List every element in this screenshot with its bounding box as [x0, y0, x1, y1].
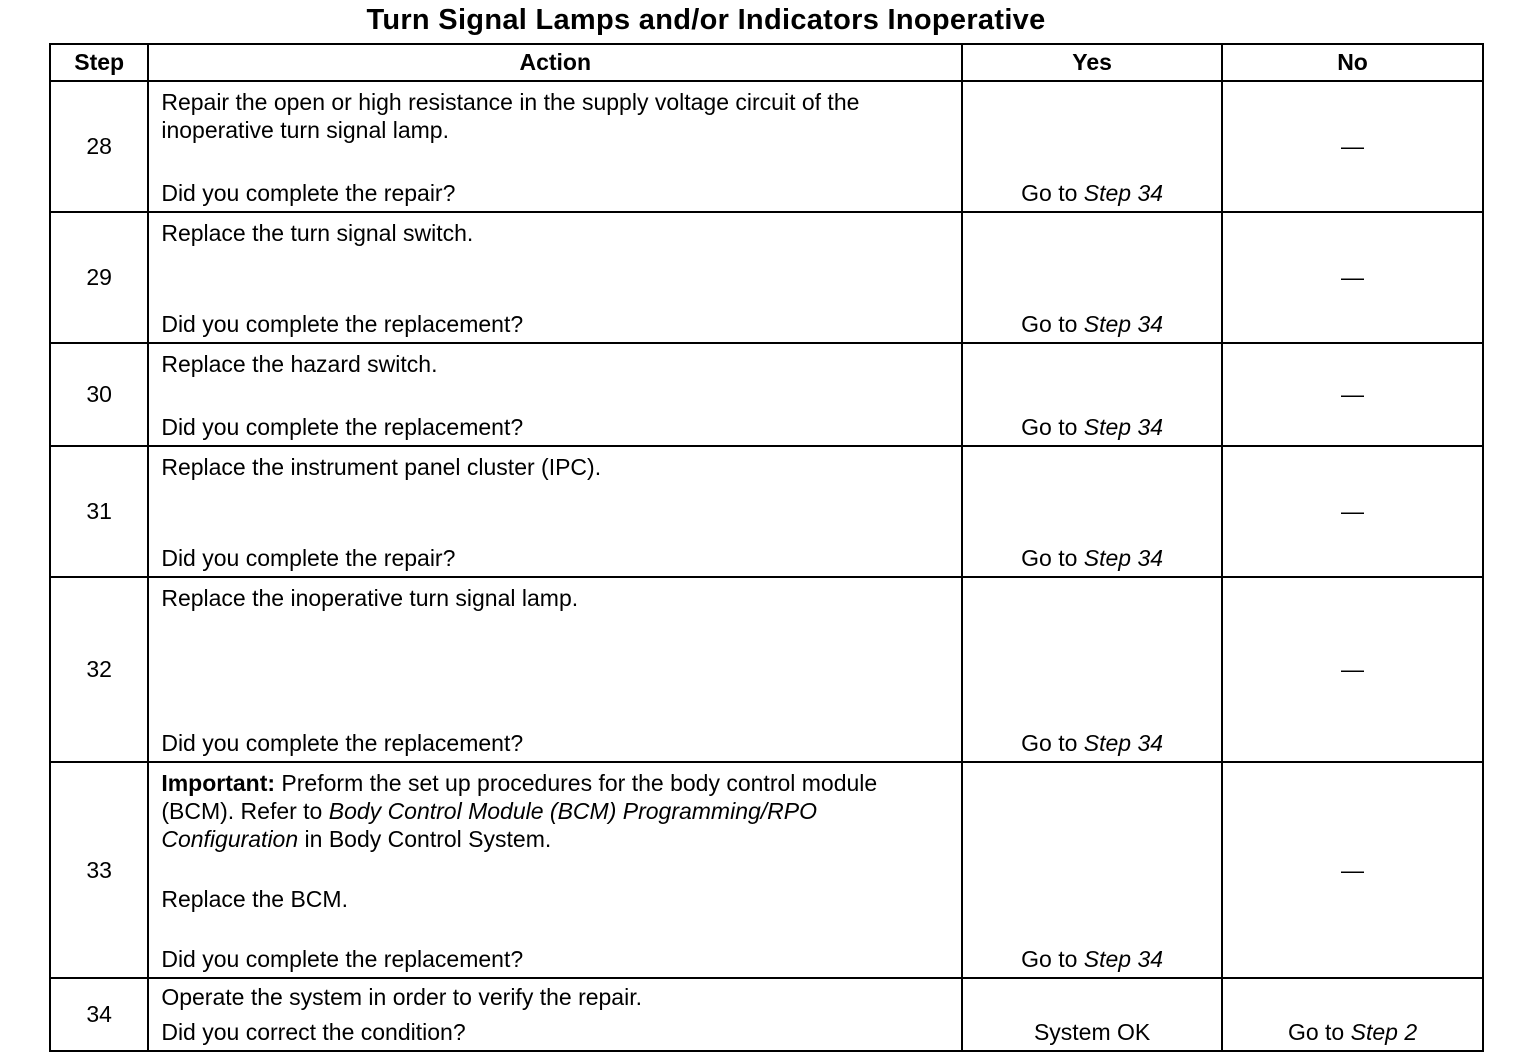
step-number: 30 [50, 343, 148, 446]
no-step-link[interactable]: Step 2 [1350, 1019, 1418, 1045]
action-question: Did you complete the repair? [161, 180, 456, 206]
action-cell [148, 978, 962, 1051]
table-row [50, 81, 1483, 212]
action-cell [148, 212, 962, 343]
no-value: — [1341, 656, 1365, 682]
procedure-table [49, 43, 1484, 1052]
no-cell [1222, 81, 1483, 212]
table-row [50, 212, 1483, 343]
action-question: Did you correct the condition? [161, 1019, 466, 1045]
no-value: — [1341, 381, 1365, 407]
bcm-programming-link[interactable]: Body Control Module (BCM) Programming/RPO Configuration [161, 798, 818, 852]
yes-cell [962, 577, 1222, 762]
table-row [50, 762, 1483, 978]
step-number: 28 [50, 81, 148, 212]
yes-step-link[interactable]: Step 34 [1083, 730, 1164, 756]
important-text: Preform the set up procedures for the body control module (BCM). Refer to [161, 770, 878, 824]
yes-step-link[interactable]: Step 34 [1083, 180, 1164, 206]
action-instruction: Repair the open or high resistance in the supply voltage circuit of the inoperative turn signal lamp. [161, 89, 860, 143]
header-no: No [1222, 44, 1483, 81]
table-row [50, 343, 1483, 446]
yes-step-link[interactable]: Step 34 [1083, 311, 1164, 337]
action-cell [148, 577, 962, 762]
no-value: — [1341, 498, 1365, 524]
table-row [50, 446, 1483, 577]
table-row [50, 978, 1483, 1051]
step-number: 32 [50, 577, 148, 762]
yes-step-link[interactable]: Step 34 [1083, 946, 1164, 972]
no-cell [1222, 762, 1483, 978]
action-instruction: Replace the inoperative turn signal lamp. [161, 585, 579, 611]
header-action: Action [148, 44, 962, 81]
yes-cell [962, 978, 1222, 1051]
yes-cell [962, 343, 1222, 446]
action-question: Did you complete the replacement? [161, 414, 524, 440]
page-title: Turn Signal Lamps and/or Indicators Inoperative [366, 4, 1046, 36]
action-instruction: Replace the BCM. [161, 886, 348, 912]
action-question: Did you complete the replacement? [161, 946, 524, 972]
yes-prefix: Go to [1021, 311, 1084, 337]
action-cell [148, 81, 962, 212]
no-cell [1222, 212, 1483, 343]
table-row [50, 577, 1483, 762]
step-number: 29 [50, 212, 148, 343]
no-cell [1222, 343, 1483, 446]
action-instruction: Replace the hazard switch. [161, 351, 438, 377]
yes-prefix: Go to [1021, 730, 1084, 756]
no-cell [1222, 978, 1483, 1051]
action-question: Did you complete the repair? [161, 545, 456, 571]
action-instruction: Operate the system in order to verify the repair. [161, 984, 642, 1010]
yes-prefix: Go to [1021, 946, 1084, 972]
yes-cell [962, 762, 1222, 978]
no-value: — [1341, 264, 1365, 290]
yes-cell [962, 446, 1222, 577]
yes-prefix: Go to [1021, 414, 1084, 440]
important-text-end: in Body Control System. [298, 826, 552, 852]
yes-cell [962, 81, 1222, 212]
yes-step-link[interactable]: Step 34 [1083, 545, 1164, 571]
table-header-row [50, 44, 1483, 81]
no-value: — [1341, 133, 1365, 159]
yes-prefix: Go to [1021, 180, 1084, 206]
action-cell [148, 762, 962, 978]
step-number: 31 [50, 446, 148, 577]
action-question: Did you complete the replacement? [161, 311, 524, 337]
no-prefix: Go to [1287, 1019, 1351, 1045]
action-question: Did you complete the replacement? [161, 730, 524, 756]
action-instruction: Replace the turn signal switch. [161, 220, 474, 246]
action-cell [148, 446, 962, 577]
header-step: Step [50, 44, 148, 81]
step-number: 33 [50, 762, 148, 978]
header-yes: Yes [962, 44, 1222, 81]
no-value: — [1341, 856, 1365, 883]
yes-prefix: Go to [1021, 545, 1084, 571]
yes-cell [962, 212, 1222, 343]
no-cell [1222, 577, 1483, 762]
step-number: 34 [50, 978, 148, 1051]
yes-step-link[interactable]: Step 34 [1083, 414, 1164, 440]
action-cell [148, 343, 962, 446]
important-label: Important: [161, 770, 276, 796]
yes-value: System OK [1033, 1019, 1151, 1045]
important-note [161, 769, 949, 853]
action-instruction: Replace the instrument panel cluster (IPC). [161, 454, 602, 480]
no-cell [1222, 446, 1483, 577]
